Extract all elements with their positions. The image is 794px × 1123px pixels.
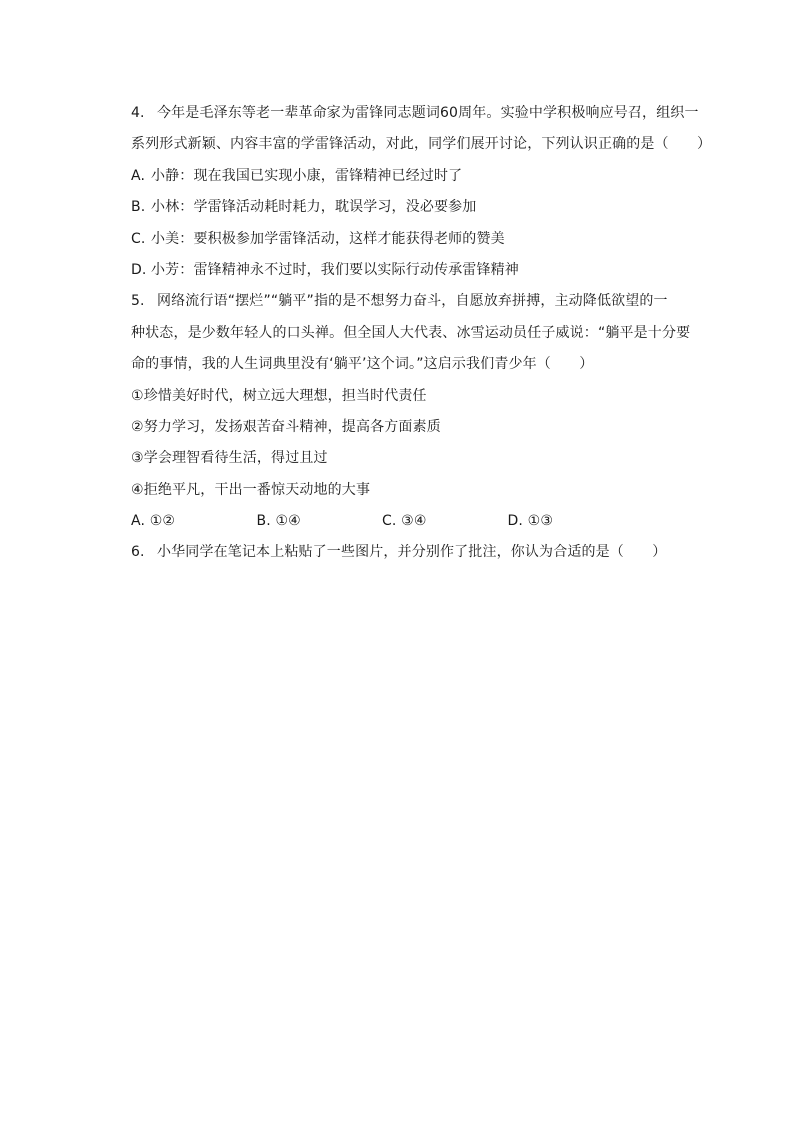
- option-letter: A.: [131, 513, 146, 530]
- question-5-option-c: [382, 506, 508, 537]
- option-text: 小林：学雷锋活动耗时耗力，耽误学习，没必要参加: [151, 199, 477, 216]
- question-5-stem-text-1: 网络流行语“摆烂”“躺平”指的是不想努力奋斗，自愿放弃拼搏，主动降低欲望的一: [157, 293, 668, 310]
- question-5-stem-line-3: 命的事情，我的人生词典里没有‘躺平’这个词。”这启示我们青少年（ ）: [131, 356, 594, 373]
- option-letter: B.: [256, 513, 271, 530]
- option-text: ①④: [275, 513, 301, 530]
- question-5-statement-4: ④拒绝平凡，干出一番惊天动地的大事: [131, 481, 371, 498]
- question-5-statement-1: ①珍惜美好时代，树立远大理想，担当时代责任: [131, 387, 427, 404]
- question-list: [131, 98, 712, 569]
- question-5-option-d: [508, 506, 634, 537]
- question-6-number: 6.: [131, 544, 145, 561]
- option-letter: D.: [131, 261, 147, 278]
- question-4-option-b: [131, 192, 697, 223]
- question-4-stem-line-2: 系列形式新颖、内容丰富的学雷锋活动，对此，同学们展开讨论，下列认识正确的是（ ）: [131, 136, 712, 153]
- option-letter: D.: [507, 513, 524, 530]
- question-5-statement-2: ②努力学习，发扬艰苦奋斗精神，提高各方面素质: [131, 418, 441, 435]
- question-6-stem-text-1: 小华同学在笔记本上粘贴了一些图片，并分别作了批注，你认为合适的是（ ）: [157, 544, 667, 561]
- question-5: [131, 286, 697, 537]
- option-letter: B.: [131, 199, 146, 216]
- question-5-statement-3: ③学会理智看待生活，得过且过: [131, 450, 328, 467]
- option-text: ①③: [527, 513, 554, 530]
- question-4-number: 4.: [131, 105, 145, 121]
- question-4-stem-line-1: [131, 98, 697, 129]
- question-5-stem-line-1: [131, 286, 697, 317]
- option-text: ③④: [401, 513, 427, 530]
- question-4-option-a: [131, 161, 697, 192]
- question-4-option-c: [131, 224, 697, 255]
- option-text: 小静：现在我国已实现小康，雷锋精神已经过时了: [151, 167, 463, 184]
- option-text: 小芳：雷锋精神永不过时，我们要以实际行动传承雷锋精神: [151, 261, 519, 278]
- question-4-stem-text-1: 今年是毛泽东等老一辈革命家为雷锋同志题词60周年。实验中学积极响应号召，组织一: [157, 105, 699, 121]
- option-letter: C.: [382, 513, 397, 530]
- option-letter: C.: [131, 230, 146, 247]
- question-5-option-b: [257, 506, 383, 537]
- question-5-options: [131, 506, 697, 537]
- question-6-stem-line-1: [131, 537, 697, 568]
- question-5-number: 5.: [131, 293, 145, 310]
- question-5-stem-line-2: 种状态，是少数年轻人的口头禅。但全国人大代表、冰雪运动员任子威说：“躺平是十分要: [131, 324, 691, 341]
- option-letter: A.: [131, 167, 146, 184]
- question-4: [131, 98, 712, 286]
- question-6: [131, 537, 697, 568]
- option-text: ①②: [149, 513, 176, 530]
- question-5-option-a: [131, 506, 257, 537]
- option-text: 小美：要积极参加学雷锋活动，这样才能获得老师的赞美: [151, 230, 505, 247]
- question-4-option-d: [131, 255, 697, 286]
